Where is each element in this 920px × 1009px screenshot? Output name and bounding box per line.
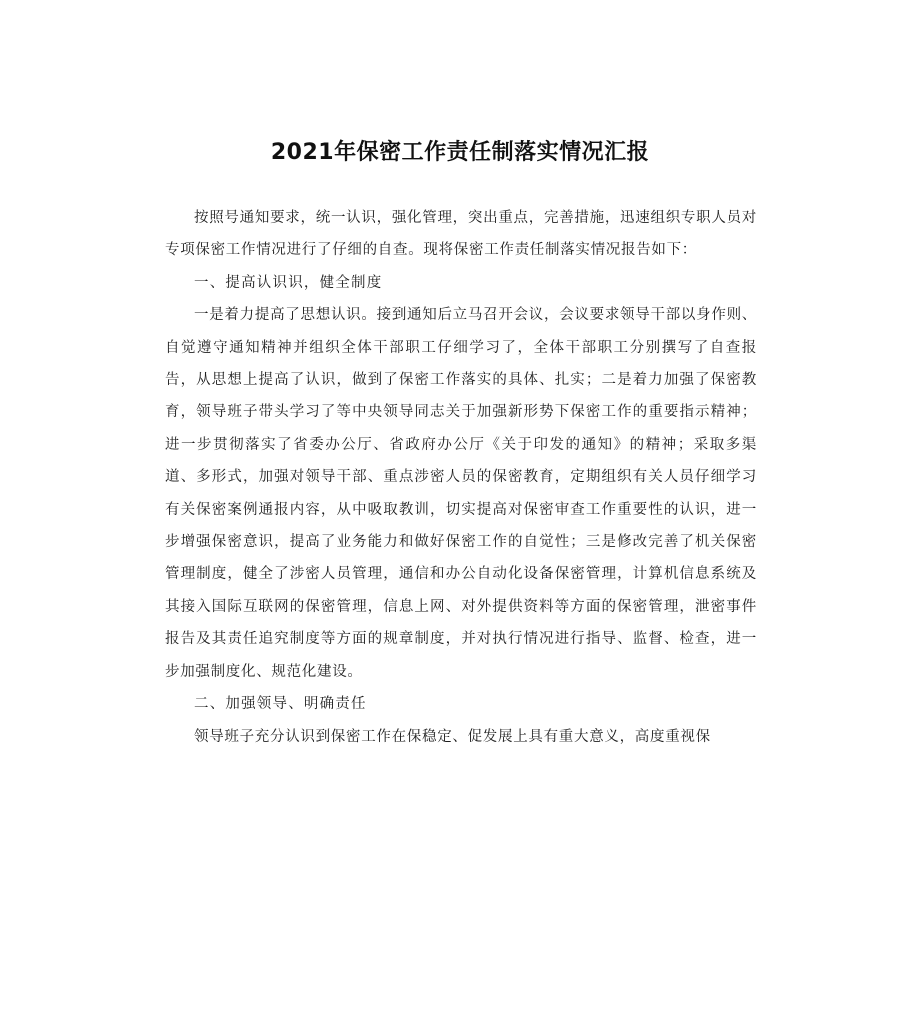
section-heading-1: 一、提高认识识，健全制度 [194,274,383,291]
section-2-paragraph: 领导班子充分认识到保密工作在保稳定、促发展上具有重大意义，高度重视保 [194,728,711,745]
section-heading-2: 二、加强领导、明确责任 [194,696,367,713]
document-title: 2021年保密工作责任制落实情况汇报 [270,140,650,165]
document-body [165,202,757,753]
section-1-paragraph: 一是着力提高了思想认识。接到通知后立马召开会议，会议要求领导干部以身作则、自觉遵守通知精神并组织全体干部职工仔细学习了，全体干部职工分别撰写了自查报告，从思想上提高了认识，做到了保密工作落实的具体、扎实；二是着力加强了保密教育，领导班子带头学习了等中央领导同志关于加强新形势下保密工作的重要指示精神；进一步贯彻落实了省委办公厅、省政府办公厅《关于印发的通知》的精神；采取多渠道、多形式，加强对领导干部、重点涉密人员的保密教育，定期组织有关人员仔细学习有关保密案例通报内容，从中吸取教训，切实提高对保密审查工作重要性的认识，进一步增强保密意识，提高了业务能力和做好保密工作的自觉性；三是修改完善了机关保密管理制度，健全了涉密人员管理，通信和办公自动化设备保密管理，计算机信息系统及其接入国际互联网的保密管理，信息上网、对外提供资料等方面的保密管理，泄密事件报告及其责任追究制度等方面的规章制度，并对执行情况进行指导、监督、检查，进一步加强制度化、规范化建设。 [165,307,757,680]
intro-paragraph: 按照号通知要求，统一认识，强化管理，突出重点，完善措施，迅速组织专职人员对专项保密工作情况进行了仔细的自查。现将保密工作责任制落实情况报告如下： [165,210,757,259]
